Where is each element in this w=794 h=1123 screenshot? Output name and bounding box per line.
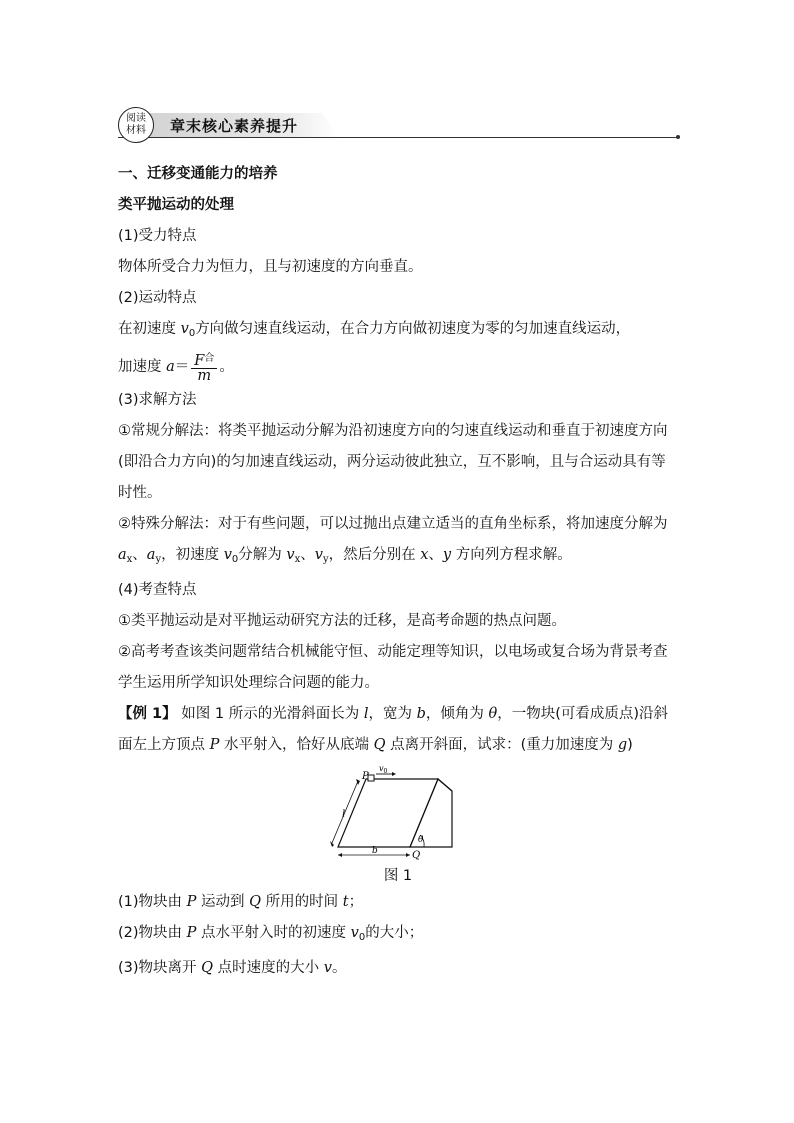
text-run: 。 — [219, 359, 234, 375]
math-Q: Q — [249, 894, 262, 910]
text-run: 、 — [300, 547, 315, 563]
point3-heading: (3)求解方法 — [118, 392, 197, 408]
math-P: P — [186, 894, 197, 910]
text-run: 运动到 — [196, 894, 250, 910]
label-b: b — [372, 846, 378, 856]
text-run: ②特殊分解法：对于有些问题，可以过抛出点建立适当的直角坐标系，将加速度分解为 — [118, 516, 668, 532]
math-v: v — [180, 321, 189, 337]
text-run: (2)物块由 — [118, 925, 187, 941]
badge-line2: 材料 — [126, 125, 146, 136]
math-Q: Q — [373, 737, 386, 753]
math-t: t — [342, 894, 349, 910]
chapter-banner — [118, 105, 678, 145]
side-face — [410, 779, 452, 847]
text-run: 、 — [428, 547, 443, 563]
math-v: v — [323, 960, 332, 976]
text-run: ，倾角为 — [425, 706, 489, 722]
math-y: y — [442, 547, 452, 563]
text-run: (3)物块离开 — [118, 960, 202, 976]
text-run: 水平射入，恰好从底端 — [219, 737, 374, 753]
text-run: 如图 1 所示的光滑斜面长为 — [176, 706, 364, 722]
math-ax: a — [118, 547, 127, 563]
text-run: 。 — [331, 960, 347, 976]
math-l: l — [363, 706, 369, 722]
math-P: P — [186, 925, 197, 941]
section-title: 一、迁移变通能力的培养 — [118, 166, 278, 182]
question-3 — [118, 953, 678, 984]
text-run: (1)物块由 — [118, 894, 187, 910]
text-run: 的大小； — [365, 925, 424, 941]
subscript: x — [126, 554, 133, 565]
question-2 — [118, 918, 678, 953]
subscript: x — [294, 554, 301, 565]
text-run: ； — [348, 894, 364, 910]
figure-1 — [328, 764, 468, 887]
math-Q: Q — [201, 960, 214, 976]
math-F: F — [194, 352, 205, 369]
inclined-plane-diagram — [328, 764, 468, 861]
math-x: x — [420, 547, 429, 563]
math-vx: v — [286, 547, 295, 563]
method1-paragraph: ①常规分解法：将类平抛运动分解为沿初速度方向的匀速直线运动和垂直于初速度方向(即沿合力方向)的匀加速直线运动，两分运动彼此独立，互不影响，且与合运动具有等时性。 — [118, 423, 668, 501]
point4-item1: ①类平抛运动是对平抛运动研究方法的迁移，是高考命题的热点问题。 — [118, 613, 566, 629]
reading-material-badge — [118, 107, 154, 143]
l-arrowhead-bottom — [330, 841, 334, 847]
text-run: 点离开斜面，试求：(重力加速度为 — [385, 737, 618, 753]
text-run: 方向列方程求解。 — [451, 547, 572, 563]
label-v0: $v_0$ — [379, 764, 388, 775]
figure-caption: 图 1 — [383, 868, 413, 884]
subscript: y — [155, 554, 162, 565]
subscript: 0 — [358, 932, 366, 943]
math-g: g — [617, 737, 628, 753]
b-arrowhead-right — [406, 853, 410, 857]
text-run: ，然后分别在 — [328, 547, 421, 563]
text-run: 加速度 — [118, 359, 167, 375]
text-run: 在初速度 — [118, 321, 181, 337]
point4-item2: ②高考考查该类问题常结合机械能守恒、动能定理等知识，以电场或复合场为背景考查学生运用所学知识处理综合问题的能力。 — [118, 644, 668, 691]
math-vy: v — [314, 547, 323, 563]
topic-title: 类平抛运动的处理 — [118, 197, 234, 213]
document-page — [118, 105, 678, 984]
math-ay: a — [146, 547, 156, 563]
fraction-denominator: m — [197, 367, 212, 384]
banner-title: 章末核心素养提升 — [170, 117, 299, 135]
label-theta: θ — [418, 835, 424, 845]
subscript: 0 — [231, 554, 239, 565]
text-run: ，一物块(可看成质点)沿斜面左上方顶点 — [118, 706, 669, 753]
text-run: ) — [627, 737, 633, 753]
label-Q: Q — [412, 850, 421, 861]
point2-heading: (2)运动特点 — [118, 290, 197, 306]
text-run: 方向做匀速直线运动，在合力方向做初速度为零的匀加速直线运动， — [195, 321, 631, 337]
text-run: ，初速度 — [161, 547, 224, 563]
point4-heading: (4)考查特点 — [118, 582, 197, 598]
v0-arrowhead — [392, 772, 396, 776]
text-run: 、 — [132, 547, 147, 563]
point1-heading: (1)受力特点 — [118, 228, 197, 244]
math-P: P — [209, 737, 220, 753]
point1-body: 物体所受合力为恒力，且与初速度的方向垂直。 — [118, 259, 423, 275]
text-run: 点时速度的大小 — [213, 960, 324, 976]
subscript: 合 — [204, 352, 215, 364]
example-label: 【例 1】 — [118, 706, 177, 722]
text-run: 点水平射入时的初速度 — [196, 925, 351, 941]
subscript: 0 — [188, 328, 196, 339]
top-edge — [438, 779, 452, 791]
math-a: a — [166, 359, 175, 375]
text-run: 分解为 — [238, 547, 287, 563]
text-run: 所用的时间 — [261, 894, 343, 910]
block — [368, 775, 374, 781]
math-b: b — [416, 706, 426, 722]
banner-rule — [118, 137, 678, 138]
method2-paragraph — [118, 509, 678, 575]
point2-body — [118, 314, 678, 349]
label-l: l — [342, 809, 346, 820]
fraction-F-over-m — [191, 352, 217, 383]
math-theta: θ — [488, 706, 498, 722]
badge-line1: 阅读 — [126, 113, 146, 124]
banner-rule-end — [676, 135, 680, 139]
acceleration-formula — [118, 349, 678, 385]
text-run: ，宽为 — [368, 706, 417, 722]
subscript: y — [322, 554, 329, 565]
b-arrowhead-left — [338, 853, 342, 857]
example-1-statement — [118, 699, 678, 761]
math-v0: v — [350, 925, 359, 941]
equals-sign: ＝ — [174, 359, 190, 375]
question-1 — [118, 887, 678, 918]
math-v0: v — [223, 547, 232, 563]
label-P: P — [362, 771, 369, 782]
fraction-numerator — [191, 352, 217, 369]
